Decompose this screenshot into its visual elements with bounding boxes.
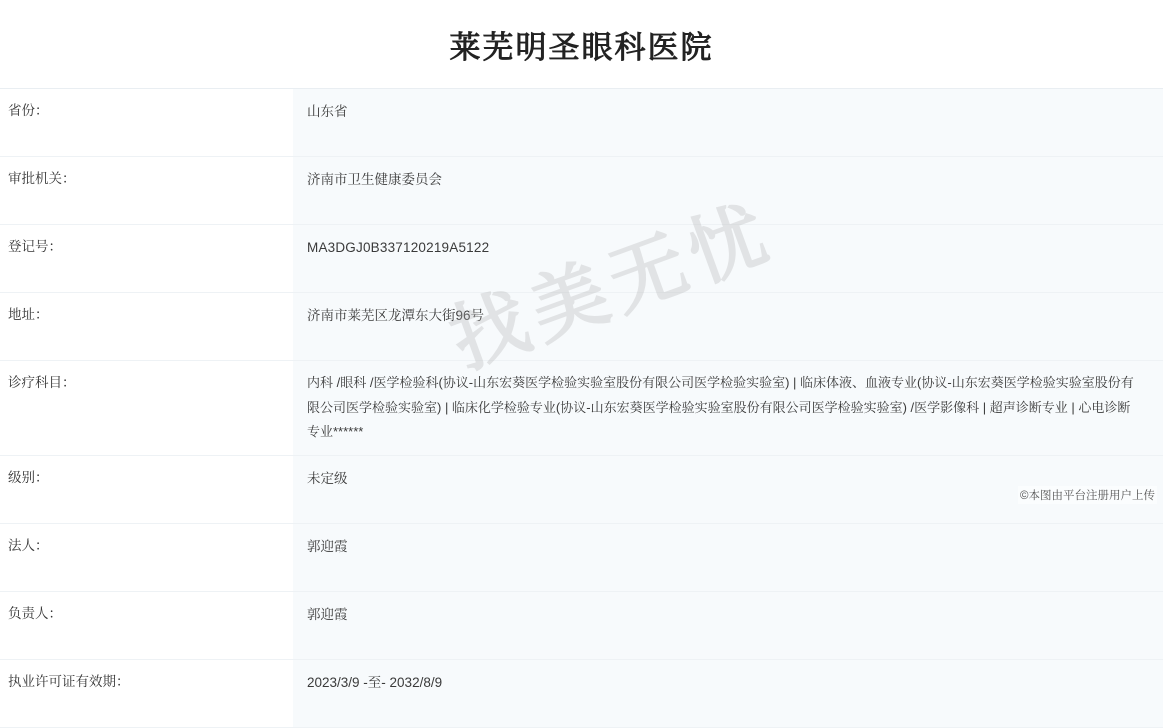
row-value-level: 未定级 xyxy=(293,456,1163,524)
row-label-province: 省份： xyxy=(0,89,293,157)
watermark: 找美无忧 xyxy=(439,189,785,384)
table-row xyxy=(0,361,1163,456)
row-label-legal-person: 法人： xyxy=(0,524,293,592)
page-header xyxy=(0,0,1163,89)
row-label-license-validity: 执业许可证有效期： xyxy=(0,660,293,728)
upload-credit-note: ©本图由平台注册用户上传 xyxy=(1018,486,1157,504)
row-value-registration-number: MA3DGJ0B337120219A5122 xyxy=(293,225,1163,293)
page-title: 莱芜明圣眼科医院 xyxy=(449,29,714,65)
row-label-departments: 诊疗科目： xyxy=(0,361,293,456)
table-row xyxy=(0,293,1163,361)
table-row xyxy=(0,225,1163,293)
row-label-principal: 负责人： xyxy=(0,592,293,660)
table-row xyxy=(0,89,1163,157)
row-label-level: 级别： xyxy=(0,456,293,524)
table-row xyxy=(0,660,1163,728)
row-value-legal-person: 郭迎霞 xyxy=(293,524,1163,592)
row-value-license-validity: 2023/3/9 -至- 2032/8/9 xyxy=(293,660,1163,728)
table-row xyxy=(0,592,1163,660)
table-row xyxy=(0,524,1163,592)
hospital-details-table xyxy=(0,89,1163,728)
row-value-authority: 济南市卫生健康委员会 xyxy=(293,157,1163,225)
row-value-address: 济南市莱芜区龙潭东大街96号 xyxy=(293,293,1163,361)
row-value-principal: 郭迎霞 xyxy=(293,592,1163,660)
row-value-departments: 内科 /眼科 /医学检验科(协议-山东宏葵医学检验实验室股份有限公司医学检验实验室) | 临床体液、血液专业(协议-山东宏葵医学检验实验室股份有限公司医学检验实验室) | 临床化学检验专业(协议-山东宏葵医学检验实验室股份有限公司医学检验实验室) /医学影像科 | 超声诊断专业 | 心电诊断专业****** xyxy=(293,361,1163,456)
row-label-registration-number: 登记号： xyxy=(0,225,293,293)
row-value-province: 山东省 xyxy=(293,89,1163,157)
row-label-authority: 审批机关： xyxy=(0,157,293,225)
row-label-address: 地址： xyxy=(0,293,293,361)
table-row xyxy=(0,456,1163,524)
table-row xyxy=(0,157,1163,225)
